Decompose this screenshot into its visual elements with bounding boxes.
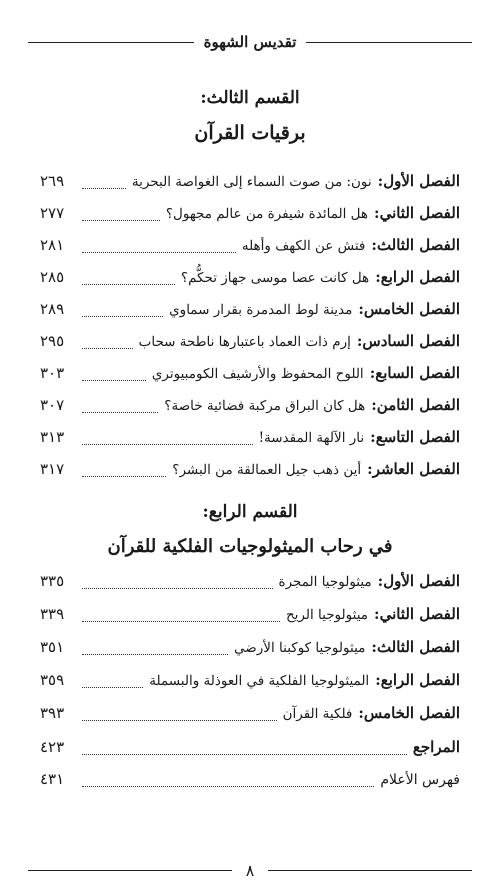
- toc-row[interactable]: الفصل الرابع : هل كانت عصا موسى جهاز تحكُّم؟ ٢٨٥: [40, 268, 460, 286]
- part-3-label: القسم الثالث:: [200, 88, 300, 108]
- toc-row[interactable]: الفصل الأول : ميثولوجيا المجرة ٣٣٥: [40, 572, 460, 590]
- toc-row[interactable]: الفصل الخامس : فلكية القرآن ٣٩٣: [40, 704, 460, 722]
- chapter-title: مدينة لوط المدمرة بقرار سماوي: [169, 302, 353, 318]
- back-matter-title: المراجع: [412, 738, 460, 756]
- chapter-label: الفصل الخامس: [363, 704, 460, 722]
- toc-row[interactable]: الفصل الثالث : فتش عن الكهف وأهله ٢٨١: [40, 236, 460, 254]
- chapter-label: الفصل الرابع: [380, 268, 460, 286]
- dot-leader: [82, 284, 175, 285]
- chapter-label: الفصل الثالث: [376, 638, 460, 656]
- part-4-label: القسم الرابع:: [202, 502, 298, 522]
- dot-leader: [82, 588, 273, 589]
- page-number: ٤٣١: [40, 770, 65, 788]
- chapter-title: نون: من صوت السماء إلى الغواصة البحرية: [131, 174, 372, 190]
- page-number: ٣٩٣: [40, 704, 65, 722]
- page-number: ٣٠٣: [40, 364, 65, 382]
- chapter-title: هل المائدة شيفرة من عالم مجهول؟: [165, 206, 369, 222]
- dot-leader: [82, 476, 166, 477]
- toc-row[interactable]: الفصل الثاني : ميثولوجيا الريح ٣٣٩: [40, 605, 460, 623]
- chapter-label: الفصل الأول: [383, 572, 460, 590]
- part-3-title: برقيات القرآن: [194, 122, 306, 144]
- toc-row-references[interactable]: [40, 738, 460, 762]
- toc-row[interactable]: الفصل الرابع : الميثولوجيا الفلكية في العوذلة والبسملة ٣٥٩: [40, 671, 460, 689]
- chapter-title: ميثولوجيا المجرة: [278, 574, 372, 590]
- chapter-title: إرم ذات العماد باعتبارها ناطحة سحاب: [138, 334, 351, 350]
- back-matter-title: فهرس الأعلام: [380, 772, 460, 788]
- page-number: ٢٨١: [40, 236, 65, 254]
- footer-rule-left: [28, 870, 232, 871]
- chapter-label: الفصل السادس: [362, 332, 460, 350]
- chapter-label: الفصل التاسع: [375, 428, 460, 446]
- part-4-title: في رحاب الميثولوجيات الفلكية للقرآن: [107, 536, 393, 557]
- chapter-title: اللوح المحفوظ والأرشيف الكومبيوتري: [151, 366, 364, 382]
- header-rule-right: [306, 42, 472, 43]
- dot-leader: [82, 621, 280, 622]
- chapter-label: الفصل الثاني: [379, 605, 460, 623]
- toc-row[interactable]: الفصل العاشر : أين ذهب جيل العمالقة من البشر؟ ٣١٧: [40, 460, 460, 478]
- header-rule-left: [28, 42, 194, 43]
- dot-leader: [82, 348, 133, 349]
- page-number: ٢٨٩: [40, 300, 65, 318]
- toc-row-index[interactable]: [40, 770, 460, 794]
- page-footer: [28, 860, 472, 880]
- chapter-label: الفصل الثالث: [376, 236, 460, 254]
- page-number: ٣٥٩: [40, 671, 65, 689]
- toc-row[interactable]: الفصل السابع : اللوح المحفوظ والأرشيف الكومبيوتري ٣٠٣: [40, 364, 460, 382]
- page-number: ٢٧٧: [40, 204, 65, 222]
- toc-row[interactable]: الفصل الثالث : ميثولوجيا كوكبنا الأرضي ٣٥١: [40, 638, 460, 656]
- dot-leader: [82, 316, 163, 317]
- chapter-label: الفصل العاشر: [372, 460, 460, 478]
- book-title: تقديس الشهوة: [203, 33, 297, 51]
- page-number: ٣٣٥: [40, 572, 65, 590]
- dot-leader: [82, 720, 277, 721]
- toc-row[interactable]: الفصل السادس : إرم ذات العماد باعتبارها ناطحة سحاب ٢٩٥: [40, 332, 460, 350]
- chapter-title: الميثولوجيا الفلكية في العوذلة والبسملة: [149, 673, 370, 689]
- dot-leader: [82, 786, 374, 787]
- chapter-label: الفصل السابع: [375, 364, 460, 382]
- chapter-label: الفصل الخامس: [363, 300, 460, 318]
- chapter-title: ميثولوجيا الريح: [285, 607, 369, 623]
- chapter-title: أين ذهب جيل العمالقة من البشر؟: [172, 462, 362, 478]
- page-folio: ٨: [245, 860, 255, 880]
- page-number: ٣١٣: [40, 428, 65, 446]
- page-number: ٤٢٣: [40, 738, 65, 756]
- chapter-label: الفصل الرابع: [380, 671, 460, 689]
- dot-leader: [82, 654, 228, 655]
- toc-row[interactable]: الفصل الثامن : هل كان البراق مركبة فضائية خاصة؟ ٣٠٧: [40, 396, 460, 414]
- dot-leader: [82, 412, 158, 413]
- page-number: ٣٥١: [40, 638, 65, 656]
- toc-row[interactable]: الفصل الخامس : مدينة لوط المدمرة بقرار سماوي ٢٨٩: [40, 300, 460, 318]
- chapter-label: الفصل الثامن: [376, 396, 460, 414]
- page-number: ٣١٧: [40, 460, 65, 478]
- chapter-title: هل كانت عصا موسى جهاز تحكُّم؟: [180, 270, 370, 286]
- page-number: ٢٦٩: [40, 172, 65, 190]
- chapter-label: الفصل الأول: [383, 172, 460, 190]
- chapter-title: فتش عن الكهف وأهله: [241, 238, 366, 254]
- dot-leader: [82, 444, 253, 445]
- page-number: ٢٨٥: [40, 268, 65, 286]
- toc-row[interactable]: الفصل الثاني : هل المائدة شيفرة من عالم مجهول؟ ٢٧٧: [40, 204, 460, 222]
- chapter-title: ميثولوجيا كوكبنا الأرضي: [234, 640, 366, 656]
- page-number: ٢٩٥: [40, 332, 65, 350]
- running-header: [28, 32, 472, 52]
- chapter-title: نار الآلهة المقدسة!: [258, 430, 365, 446]
- dot-leader: [82, 754, 407, 755]
- toc-row[interactable]: الفصل الأول : نون: من صوت السماء إلى الغواصة البحرية ٢٦٩: [40, 172, 460, 190]
- dot-leader: [82, 220, 160, 221]
- footer-rule-right: [268, 870, 472, 871]
- page-number: ٣٣٩: [40, 605, 65, 623]
- dot-leader: [82, 687, 143, 688]
- dot-leader: [82, 380, 146, 381]
- page-number: ٣٠٧: [40, 396, 65, 414]
- dot-leader: [82, 252, 236, 253]
- chapter-label: الفصل الثاني: [379, 204, 460, 222]
- chapter-title: فلكية القرآن: [282, 706, 353, 722]
- dot-leader: [82, 188, 126, 189]
- chapter-title: هل كان البراق مركبة فضائية خاصة؟: [164, 398, 366, 414]
- toc-row[interactable]: الفصل التاسع : نار الآلهة المقدسة! ٣١٣: [40, 428, 460, 446]
